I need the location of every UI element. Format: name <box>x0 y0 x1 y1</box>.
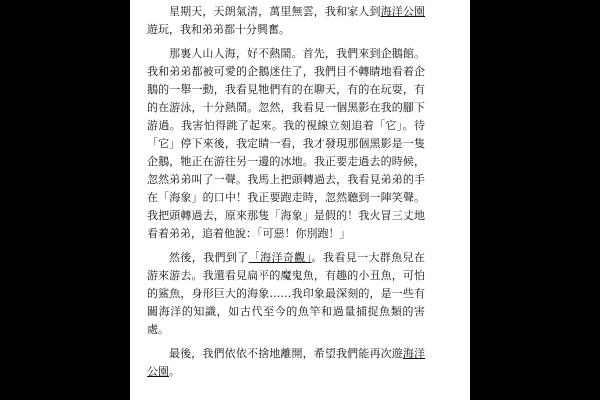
paragraph-4-before: 最後，我們依依不捨地離開，希望我們能再次遊 <box>169 347 403 360</box>
paragraph-4 <box>147 345 425 381</box>
paragraph-3 <box>147 249 425 339</box>
paragraph-1-after: 遊玩，我和弟弟都十分興奮。 <box>147 23 290 36</box>
paragraph-2: 那裏人山人海，好不熱鬧。首先，我們來到企鵝館。我和弟弟都被可愛的企鵝迷住了，我們目不轉睛地看着企鵝的一舉一動，我看見牠們有的在聊天，有的在玩耍，有的在游泳，十分熱鬧。忽然，我看見一個黑影在我的腳下游過。我害怕得跳了起來。我的視線立刻追着「它」。待「它」停下來後，我定睛一看，我才發現那個黑影是一隻企鵝，牠正在游往另一邊的冰地。我正要走過去的時候，忽然弟弟叫了一聲。我馬上把頭轉過去，我看見弟弟的手在「海象」的口中！我正要跑走時，忽然聽到一陣笑聲。我把頭轉過去，原來那隻「海象」是假的！我火冒三丈地看着弟弟，追着他說：「可惡！你別跑！」 <box>147 47 425 240</box>
paragraph-3-place-name: 「海洋奇觀」 <box>248 251 312 264</box>
paragraph-1 <box>147 3 425 39</box>
paragraph-1-place-name: 海洋公園 <box>380 5 426 18</box>
essay-body <box>147 3 425 387</box>
paragraph-3-before: 然後，我們到了 <box>169 251 249 264</box>
paragraph-4-place-name: 海洋公園 <box>147 347 426 378</box>
paragraph-1-before: 星期天，天朗氣清，萬里無雲，我和家人到 <box>169 5 381 18</box>
document-page <box>130 0 470 400</box>
paragraph-4-after: 。 <box>169 365 180 378</box>
paragraph-3-after: 。我看見一大群魚兒在游來游去。我還看見扁平的魔鬼魚，有趣的小丑魚，可怕的鯊魚，身形巨大的海象……我印象最深刻的，是一些有關海洋的知識，如古代至今的魚竿和過量捕捉魚類的害處。 <box>147 251 426 336</box>
